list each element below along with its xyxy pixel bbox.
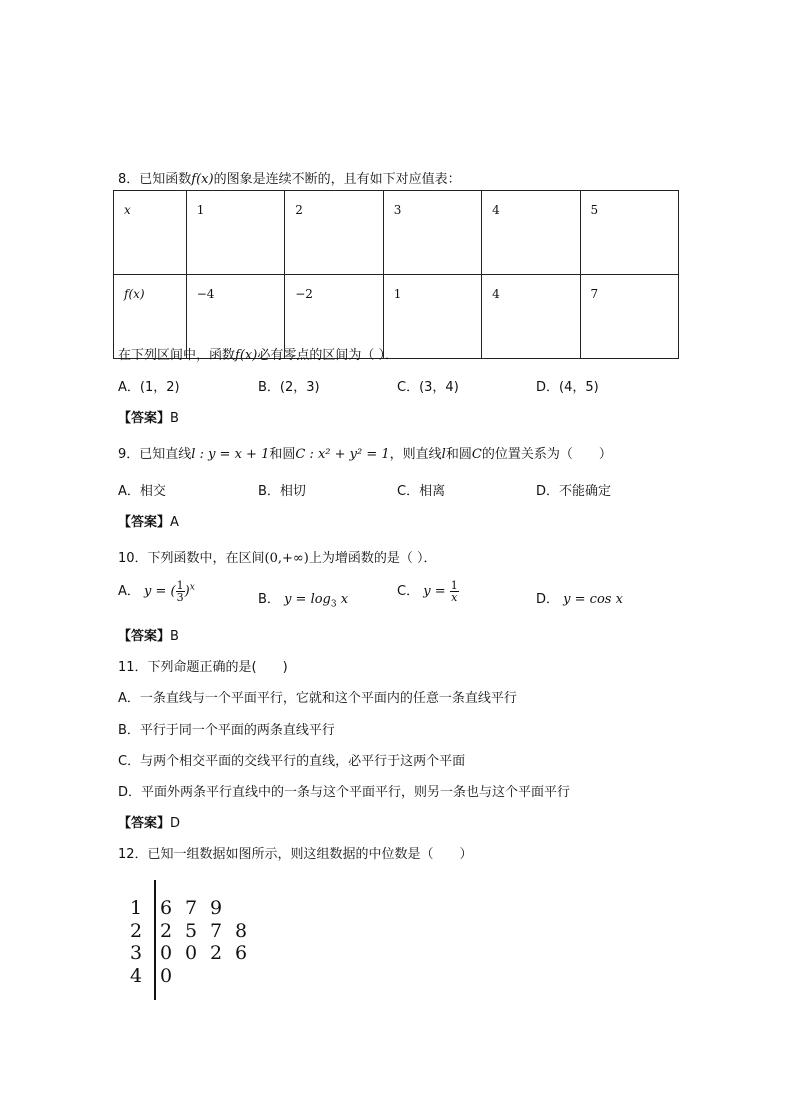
q9-mid1: 和圆 (269, 447, 296, 462)
q9-suffix: 的位置关系为（ ） (481, 447, 612, 462)
q8-answer (118, 407, 179, 426)
q9-option-a: A．相交 (118, 484, 166, 499)
q9-option-b: B．相切 (258, 484, 306, 499)
table-row-x (114, 191, 679, 275)
option-expr: x (336, 592, 349, 607)
q10-option-b (258, 588, 348, 610)
answer-value: A (170, 515, 179, 530)
answer-value: D (170, 816, 181, 831)
option-label: A． (118, 584, 140, 599)
answer-label: 【答案】 (118, 411, 171, 426)
leaf-value: 2 (160, 920, 173, 942)
q12-stem: 12．已知一组数据如图所示，则这组数据的中位数是（ ） (118, 847, 473, 862)
leaf-value: 0 (160, 942, 173, 964)
answer-label: 【答案】 (118, 629, 171, 644)
q11-stem: 11．下列命题正确的是( ) (118, 660, 288, 675)
q11-answer (118, 812, 180, 831)
stem-row (0, 965, 790, 989)
answer-label: 【答案】 (118, 515, 171, 530)
table-cell: x (114, 191, 187, 275)
q10-answer (118, 625, 179, 644)
q9-mid3: 和圆 (445, 447, 472, 462)
q9-mid2: ，则直线 (389, 447, 442, 462)
leaf-value: 2 (210, 942, 223, 964)
q8-question-prefix: 在下列区间中，函数 (118, 348, 236, 363)
q8-stem (118, 168, 461, 187)
q10-option-a (118, 580, 195, 603)
option-expr: ) (184, 584, 190, 599)
leaf-value: 6 (160, 897, 173, 919)
leaf-value: 7 (185, 897, 198, 919)
table-cell: −2 (285, 275, 384, 359)
stem-value: 3 (130, 942, 143, 964)
answer-label: 【答案】 (118, 816, 171, 831)
stem-row (0, 897, 790, 921)
table-cell: 4 (482, 275, 580, 359)
leaf-value: 0 (185, 942, 198, 964)
leaf-value: 5 (185, 920, 198, 942)
fraction (450, 580, 459, 603)
q11-option-c: C．与两个相交平面的交线平行的直线，必平行于这两个平面 (118, 754, 466, 769)
table-cell: 1 (186, 191, 285, 275)
q10-prefix: 10．下列函数中，在区间 (118, 551, 265, 566)
option-expr: y = cos x (563, 592, 623, 607)
q9-answer (118, 511, 179, 530)
q9-option-d: D．不能确定 (536, 484, 612, 499)
numerator: 1 (450, 579, 458, 592)
q9-stem (118, 443, 612, 462)
q8-value-table (113, 190, 679, 359)
q9-c: C (471, 447, 482, 462)
q11-option-d: D．平面外两条平行直线中的一条与这个平面平行，则另一条也与这个平面平行 (118, 785, 571, 800)
numerator: 1 (176, 579, 184, 592)
stem-row (0, 920, 790, 944)
q8-suffix: 的图象是连续不断的，且有如下对应值表： (213, 172, 461, 187)
denominator: 3 (176, 591, 184, 604)
q9-line-equation: l : y = x + 1 (191, 447, 270, 462)
stem-value: 2 (130, 920, 143, 942)
leaf-value: 8 (235, 920, 248, 942)
stem-value: 4 (130, 965, 143, 987)
leaf-value: 7 (210, 920, 223, 942)
table-cell: 3 (383, 191, 481, 275)
q10-stem (118, 547, 436, 566)
stem-row (0, 942, 790, 966)
table-cell: 2 (285, 191, 384, 275)
log-base: 3 (330, 599, 337, 610)
q8-option-c: C．(3，4) (397, 380, 459, 395)
q8-question (118, 344, 398, 363)
q10-option-d (536, 588, 623, 607)
option-expr: y = log (284, 592, 331, 607)
answer-value: B (170, 629, 179, 644)
q9-option-c: C．相离 (397, 484, 446, 499)
answer-value: B (170, 411, 179, 426)
table-cell: 4 (482, 191, 580, 275)
q9-prefix: 9．已知直线 (118, 447, 192, 462)
q8-option-b: B．(2，3) (258, 380, 320, 395)
q8-option-a: A．(1，2) (118, 380, 180, 395)
table-cell: 7 (580, 275, 678, 359)
q11-option-b: B．平行于同一个平面的两条直线平行 (118, 723, 335, 738)
exponent: x (189, 582, 195, 593)
q8-prefix: 8．已知函数 (118, 172, 192, 187)
q10-interval: (0,+∞) (264, 551, 309, 566)
table-cell: 1 (383, 275, 481, 359)
denominator: x (451, 591, 458, 604)
q8-question-fx: f(x) (235, 348, 258, 363)
q9-l: l (441, 447, 446, 462)
option-label: D． (536, 592, 560, 607)
option-label: C． (397, 584, 420, 599)
table-cell: 5 (580, 191, 678, 275)
leaf-value: 0 (160, 965, 173, 987)
option-expr: y = ( (144, 584, 176, 599)
option-expr: y = (423, 584, 446, 599)
q8-option-d: D．(4，5) (536, 380, 599, 395)
q10-suffix: 上为增函数的是（ ）． (308, 551, 437, 566)
table-cell: f(x) (114, 275, 187, 359)
q8-fx: f(x) (191, 172, 214, 187)
stem-value: 1 (130, 897, 143, 919)
q10-option-c (397, 580, 459, 603)
table-cell: −4 (186, 275, 285, 359)
q11-option-a: A．一条直线与一个平面平行，它就和这个平面内的任意一条直线平行 (118, 691, 517, 706)
leaf-value: 6 (235, 942, 248, 964)
leaf-value: 9 (210, 897, 223, 919)
q9-circle-equation: C : x² + y² = 1 (295, 447, 390, 462)
fraction (176, 580, 185, 603)
option-label: B． (258, 592, 280, 607)
q8-question-suffix: 必有零点的区间为（ ）． (257, 348, 398, 363)
